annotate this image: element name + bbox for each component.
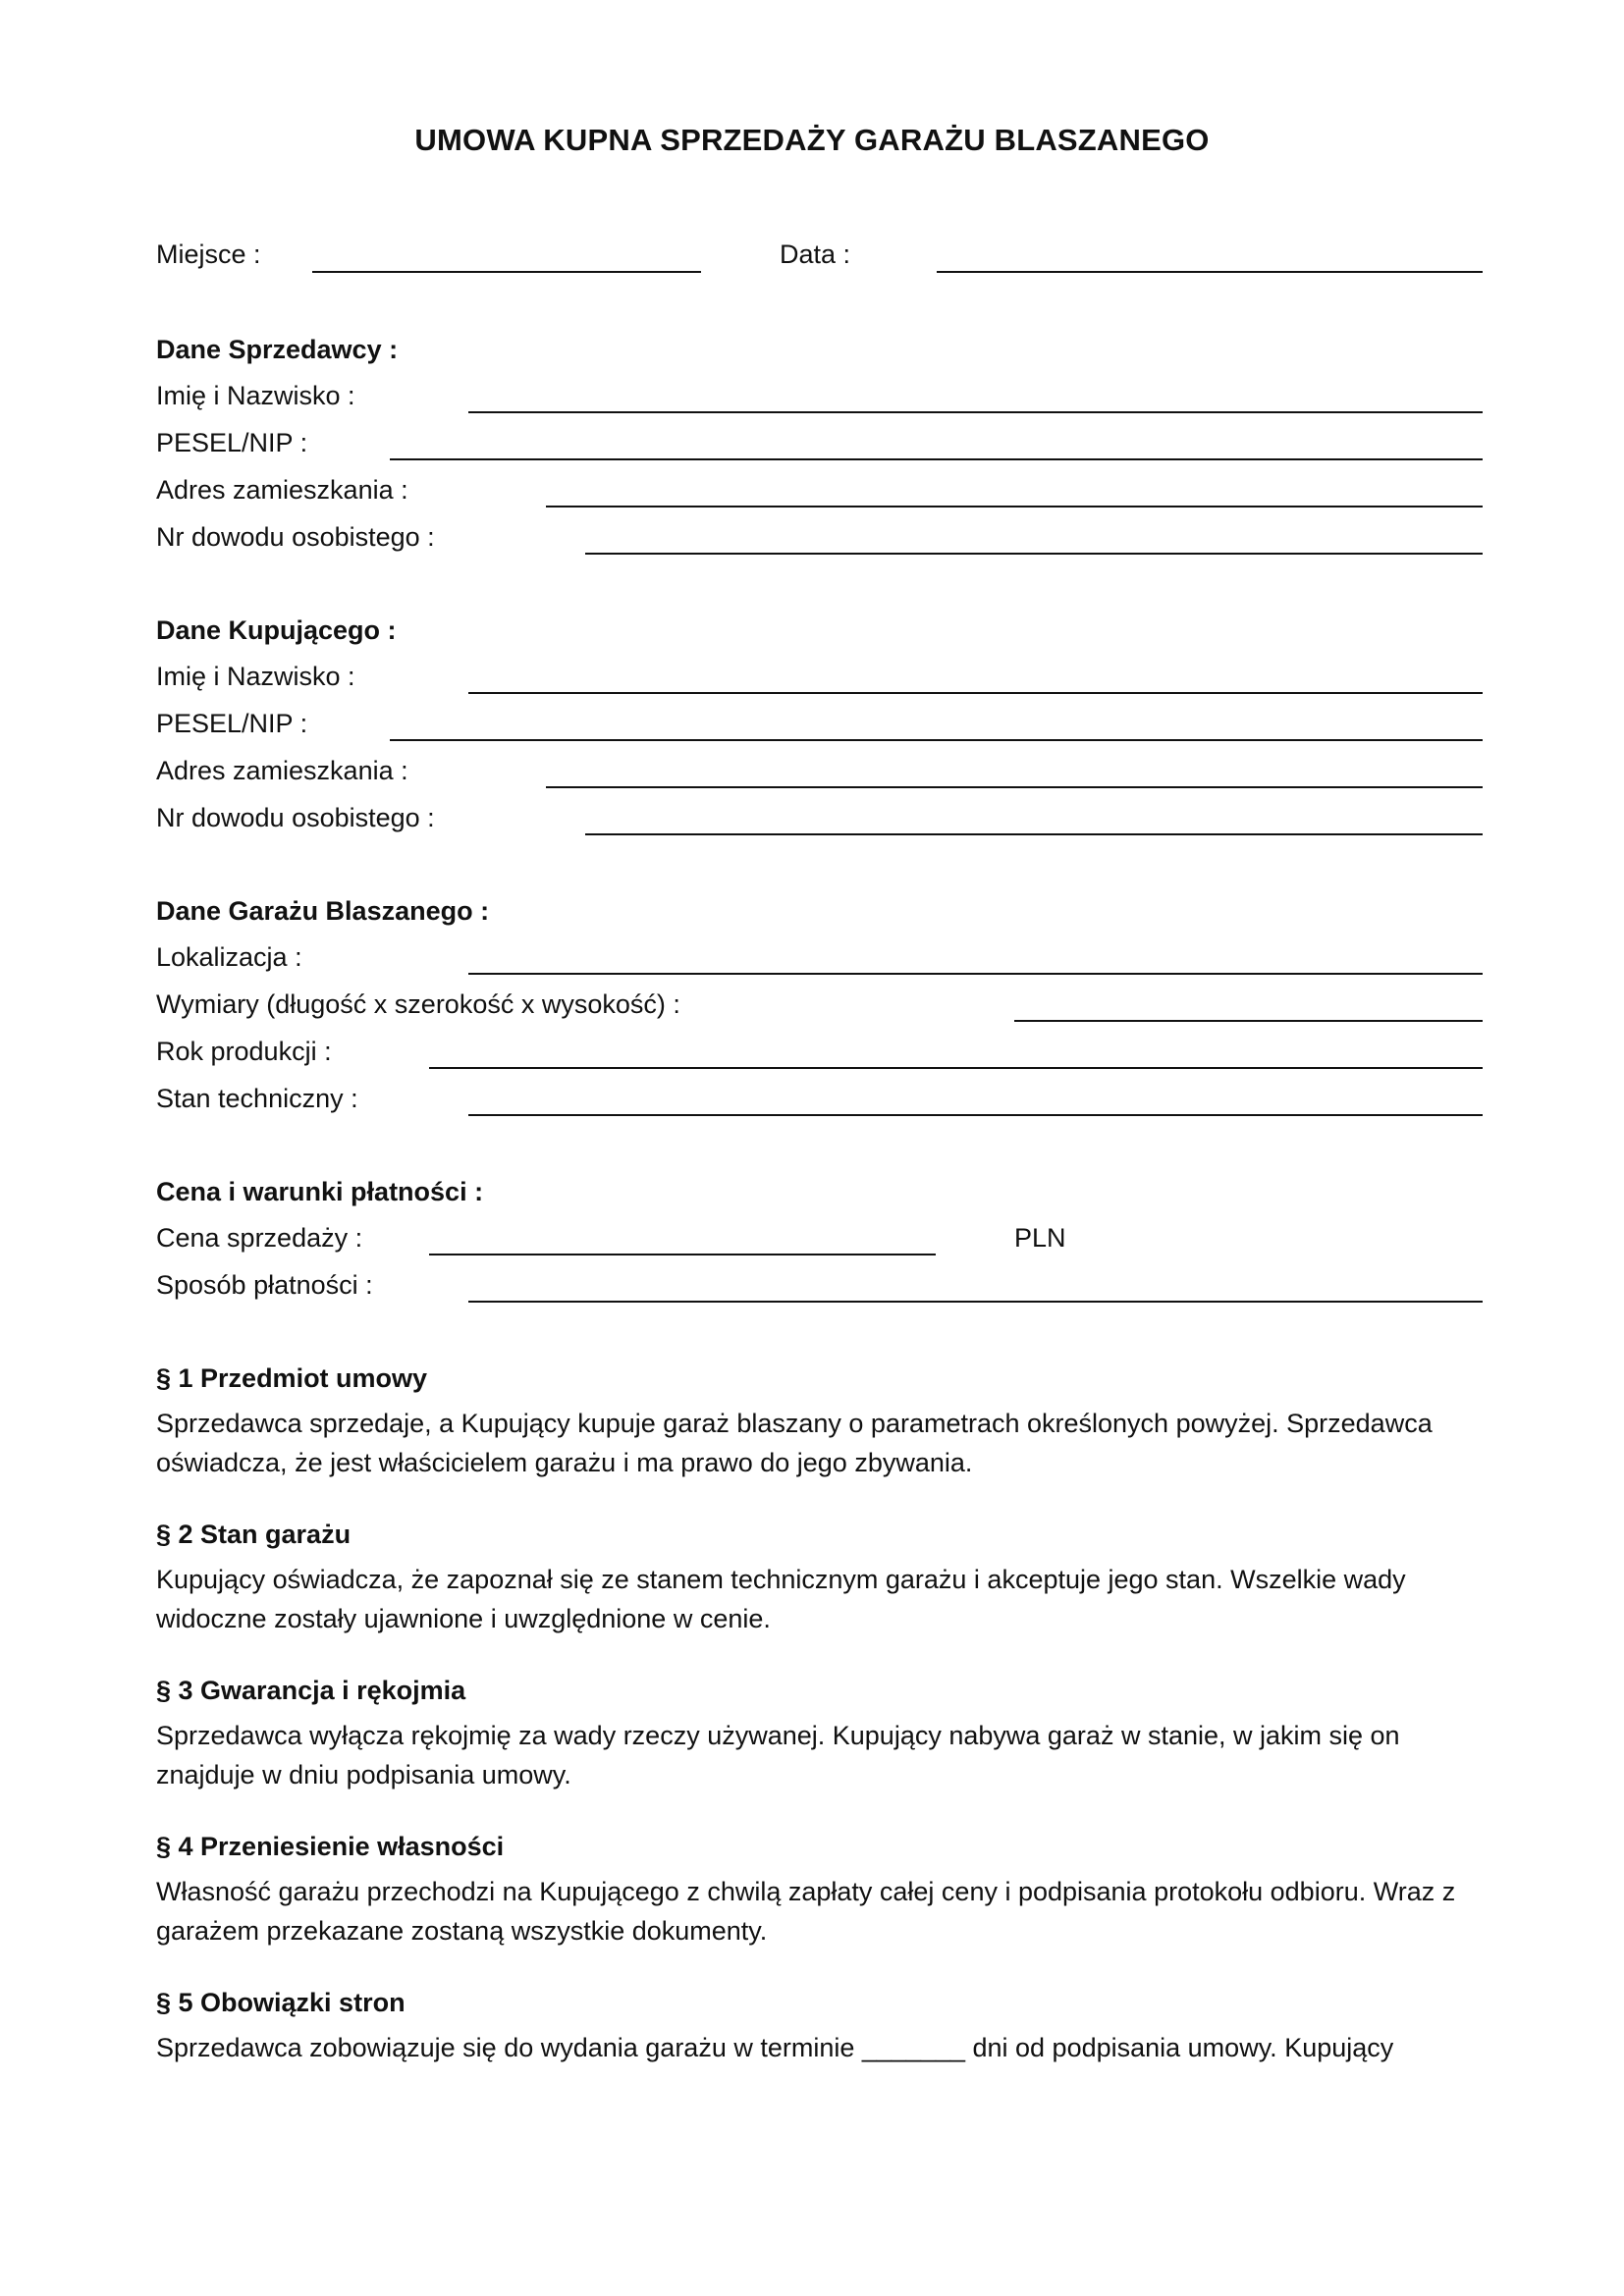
buyer-address-label: Adres zamieszkania :	[156, 756, 408, 785]
document-title: UMOWA KUPNA SPRZEDAŻY GARAŻU BLASZANEGO	[414, 123, 1210, 157]
section-3-text: Sprzedawca wyłącza rękojmię za wady rzeczy używanej. Kupujący nabywa garaż w stanie, w jakim się on znajduje w dniu podpisania umowy.	[156, 1721, 1400, 1789]
buyer-pesel-field[interactable]	[390, 739, 1483, 741]
garage-condition-field[interactable]	[468, 1114, 1483, 1116]
buyer-id-field[interactable]	[585, 833, 1483, 835]
buyer-name-label: Imię i Nazwisko :	[156, 662, 355, 691]
buyer-heading: Dane Kupującego :	[156, 615, 397, 645]
garage-year-label: Rok produkcji :	[156, 1037, 332, 1066]
garage-dimensions-field[interactable]	[1014, 1020, 1483, 1022]
section-4-text: Własność garażu przechodzi na Kupującego z chwilą zapłaty całej ceny i podpisania protokołu odbioru. Wraz z garażem przekazane zostaną wszystkie dokumenty.	[156, 1877, 1456, 1946]
price-label: Cena sprzedaży :	[156, 1223, 363, 1253]
buyer-address-field[interactable]	[546, 786, 1483, 788]
seller-address-field[interactable]	[546, 506, 1483, 507]
payment-method-field[interactable]	[468, 1301, 1483, 1303]
place-label: Miejsce :	[156, 240, 261, 269]
seller-address-label: Adres zamieszkania :	[156, 475, 408, 505]
section-4-heading: § 4 Przeniesienie własności	[156, 1832, 505, 1861]
garage-heading: Dane Garażu Blaszanego :	[156, 896, 490, 926]
garage-location-label: Lokalizacja :	[156, 942, 302, 972]
buyer-id-label: Nr dowodu osobistego :	[156, 803, 435, 832]
section-1-heading: § 1 Przedmiot umowy	[156, 1363, 428, 1393]
currency-label: PLN	[1014, 1223, 1066, 1253]
seller-pesel-field[interactable]	[390, 458, 1483, 460]
seller-id-field[interactable]	[585, 553, 1483, 555]
section-2-text: Kupujący oświadcza, że zapoznał się ze stanem technicznym garażu i akceptuje jego stan. Wszelkie wady widoczne zostały ujawnione i uwzględnione w cenie.	[156, 1565, 1406, 1633]
date-field[interactable]	[937, 271, 1483, 273]
seller-name-field[interactable]	[468, 411, 1483, 413]
seller-id-label: Nr dowodu osobistego :	[156, 522, 435, 552]
date-label: Data :	[780, 240, 851, 269]
section-3-heading: § 3 Gwarancja i rękojmia	[156, 1676, 466, 1705]
garage-condition-label: Stan techniczny :	[156, 1084, 358, 1113]
buyer-name-field[interactable]	[468, 692, 1483, 694]
garage-dimensions-label: Wymiary (długość x szerokość x wysokość) :	[156, 989, 680, 1019]
buyer-pesel-label: PESEL/NIP :	[156, 709, 308, 738]
payment-heading: Cena i warunki płatności :	[156, 1177, 484, 1206]
section-5-heading: § 5 Obowiązki stron	[156, 1988, 406, 2017]
payment-method-label: Sposób płatności :	[156, 1270, 373, 1300]
place-field[interactable]	[312, 271, 701, 273]
seller-heading: Dane Sprzedawcy :	[156, 335, 399, 364]
garage-location-field[interactable]	[468, 973, 1483, 975]
section-5-text: Sprzedawca zobowiązuje się do wydania garażu w terminie _______ dni od podpisania umowy. Kupujący	[156, 2033, 1394, 2062]
price-field[interactable]	[429, 1254, 936, 1255]
garage-year-field[interactable]	[429, 1067, 1483, 1069]
section-1-text: Sprzedawca sprzedaje, a Kupujący kupuje garaż blaszany o parametrach określonych powyżej. Sprzedawca oświadcza, że jest właścicielem garażu i ma prawo do jego zbywania.	[156, 1409, 1433, 1477]
section-2-heading: § 2 Stan garażu	[156, 1520, 352, 1549]
seller-name-label: Imię i Nazwisko :	[156, 381, 355, 410]
seller-pesel-label: PESEL/NIP :	[156, 428, 308, 457]
